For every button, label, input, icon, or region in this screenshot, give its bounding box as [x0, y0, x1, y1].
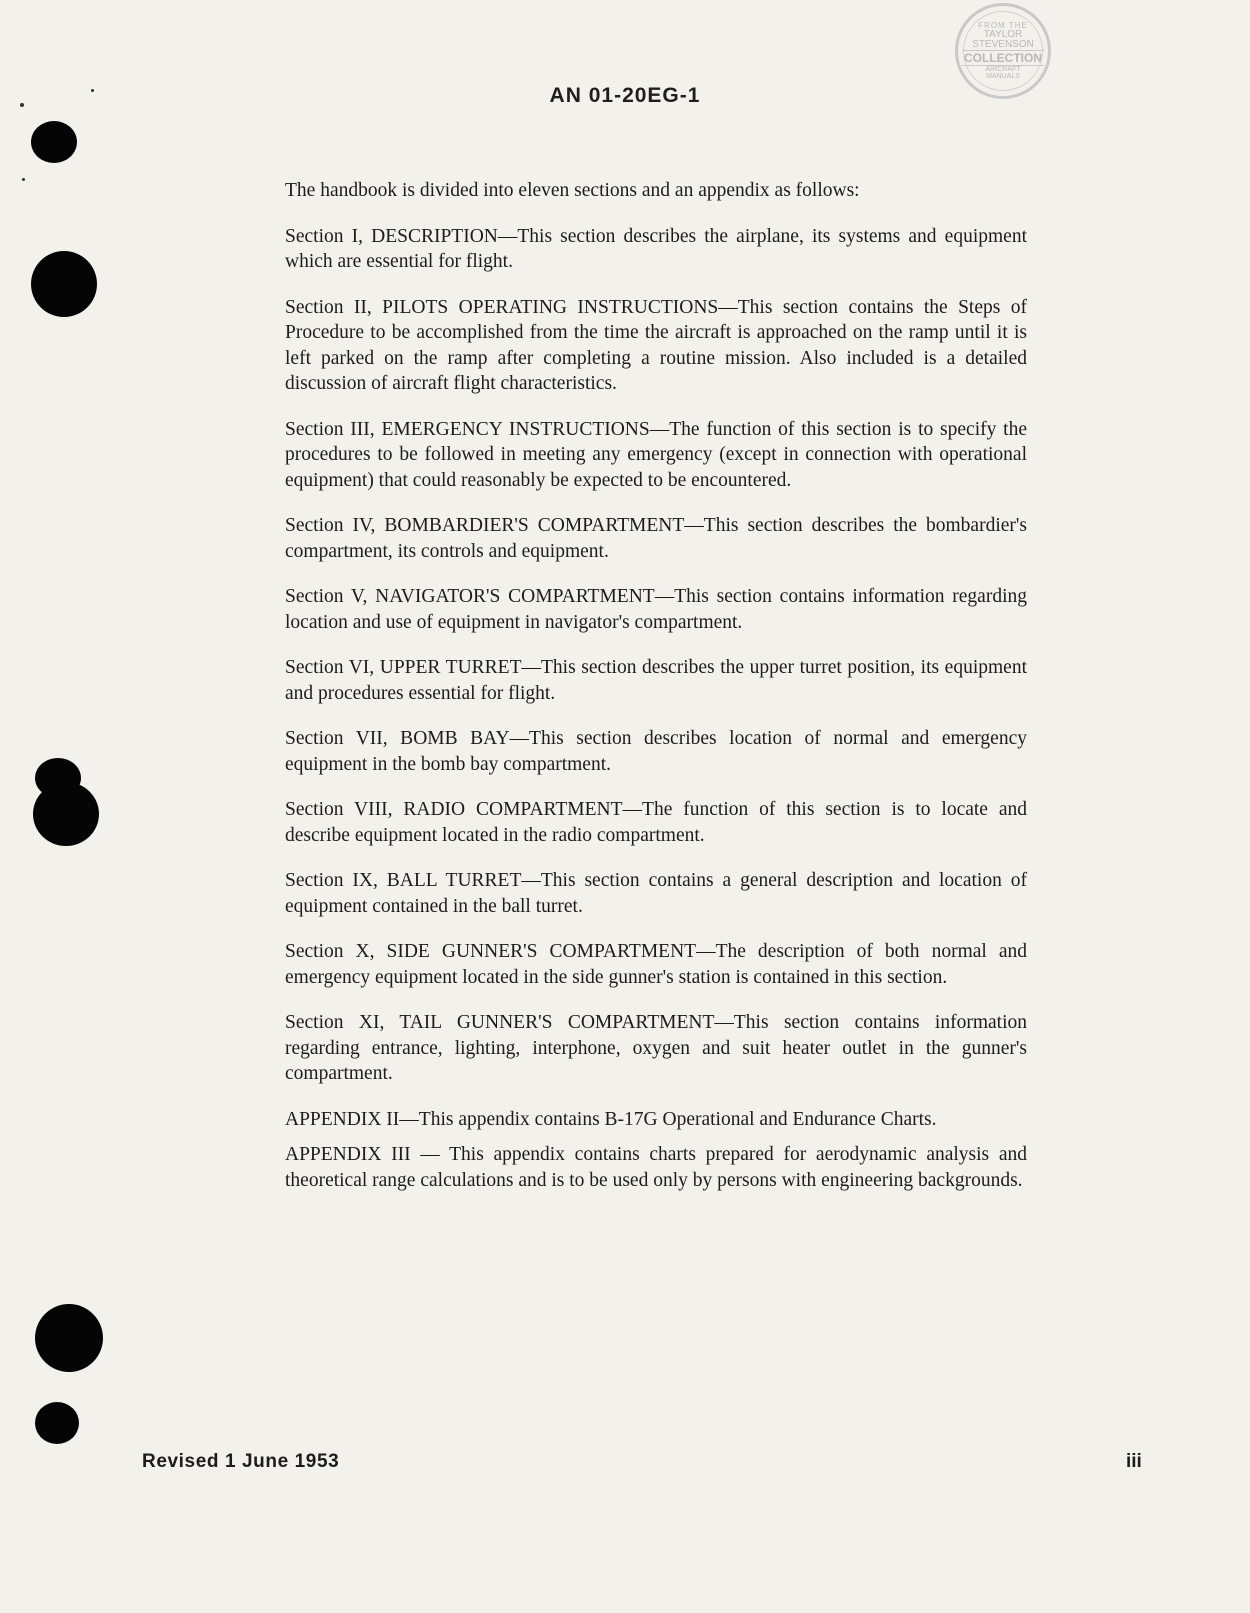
section-v-description: Section V, NAVIGATOR'S COMPARTMENT—This section contains information regarding location and use of equipment in navigator's compartment.: [285, 586, 1027, 633]
stamp-line: TAYLOR: [983, 29, 1023, 40]
section-list: [285, 178, 1027, 1213]
punch-hole: [33, 782, 99, 846]
ink-speck: [22, 178, 25, 181]
page-number: iii: [1126, 1451, 1142, 1472]
appendix-iii-description: APPENDIX III — This appendix contains charts prepared for aerodynamic analysis and theoretical range calculations and is to be used only by persons with engineering backgrounds.: [285, 1144, 1027, 1191]
punch-hole: [31, 251, 97, 317]
section-vii-description: Section VII, BOMB BAY—This section describes location of normal and emergency equipment in the bomb bay compartment.: [285, 728, 1027, 775]
section-xi-description: Section XI, TAIL GUNNER'S COMPARTMENT—This section contains information regarding entrance, lighting, interphone, oxygen and suit heater outlet in the gunner's compartment.: [285, 1012, 1027, 1084]
ink-speck: [91, 89, 94, 92]
section-i-description: Section I, DESCRIPTION—This section describes the airplane, its systems and equipment which are essential for flight.: [285, 225, 1027, 272]
stamp-line: COLLECTION: [964, 51, 1042, 65]
ink-speck: [20, 103, 24, 107]
punch-hole: [31, 121, 77, 163]
stamp-line: AIRCRAFT: [985, 66, 1021, 73]
appendix-ii-description: APPENDIX II—This appendix contains B-17G Operational and Endurance Charts.: [285, 1108, 937, 1130]
section-vi-description: Section VI, UPPER TURRET—This section describes the upper turret position, its equipment and procedures essential for flight.: [285, 657, 1027, 704]
section-ii-description: Section II, PILOTS OPERATING INSTRUCTIONS—This section contains the Steps of Procedure to be accomplished from the time the aircraft is approached on the ramp until it is left parked on the ramp after completing a routine mission. Also included is a detailed discussion of aircraft flight characteristics.: [285, 296, 1027, 394]
revision-date: Revised 1 June 1953: [142, 1451, 340, 1472]
punch-hole: [35, 1402, 79, 1444]
intro-paragraph: The handbook is divided into eleven sections and an appendix as follows:: [285, 180, 860, 201]
section-viii-description: Section VIII, RADIO COMPARTMENT—The function of this section is to locate and describe equipment located in the radio compartment.: [285, 799, 1027, 846]
punch-hole: [35, 1304, 103, 1372]
stamp-line: STEVENSON: [972, 39, 1034, 50]
section-ix-description: Section IX, BALL TURRET—This section contains a general description and location of equipment contained in the ball turret.: [285, 870, 1027, 917]
section-iii-description: Section III, EMERGENCY INSTRUCTIONS—The function of this section is to specify the procedures to be followed in meeting any emergency (except in connection with operational equipment) that could reasonably be expected to be encountered.: [285, 418, 1027, 491]
document-number: AN 01-20EG-1: [549, 84, 701, 107]
section-x-description: Section X, SIDE GUNNER'S COMPARTMENT—The description of both normal and emergency equipment located in the side gunner's station is contained in this section.: [285, 941, 1027, 988]
stamp-line: FROM THE: [978, 21, 1028, 30]
section-iv-description: Section IV, BOMBARDIER'S COMPARTMENT—This section describes the bombardier's compartment, its controls and equipment.: [285, 515, 1027, 562]
stamp-line: MANUALS: [986, 73, 1020, 80]
